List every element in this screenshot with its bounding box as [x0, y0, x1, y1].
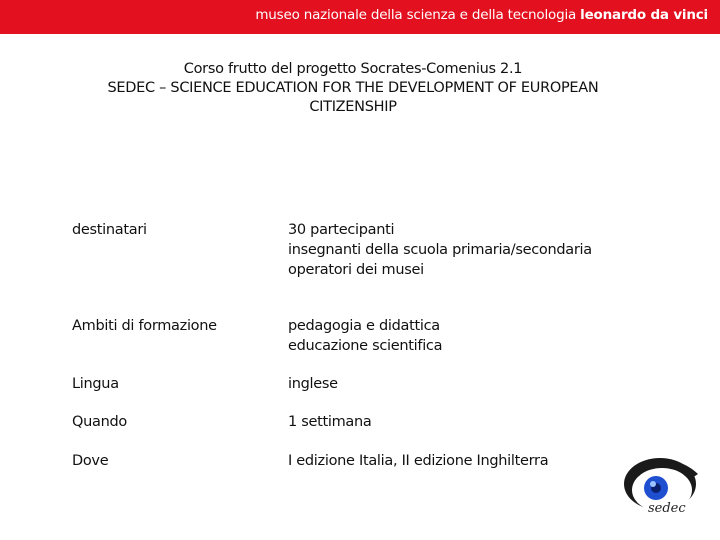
museum-name: museo nazionale della scienza e della tecnologia — [255, 7, 577, 23]
header-banner — [0, 0, 720, 34]
row-label: destinatari — [72, 222, 147, 238]
row-value-line: insegnanti della scuola primaria/secondaria — [288, 242, 592, 258]
row-value-line: pedagogia e didattica — [288, 318, 440, 334]
row-value — [288, 374, 668, 394]
title-line-1: Corso frutto del progetto Socrates-Comenius 2.1 — [183, 61, 523, 77]
row-value — [288, 220, 668, 280]
sedec-logo — [622, 454, 700, 516]
row-value — [288, 451, 668, 471]
row-value-line: educazione scientifica — [288, 338, 443, 354]
row-label: Ambiti di formazione — [72, 318, 217, 334]
row-value-line: 30 partecipanti — [288, 222, 395, 238]
row-label: Dove — [72, 453, 109, 469]
row-value-line: I edizione Italia, II edizione Inghilterra — [288, 453, 549, 469]
row-value-line: inglese — [288, 376, 338, 392]
row-value — [288, 412, 668, 432]
course-title — [40, 60, 666, 117]
row-value-line: operatori dei musei — [288, 262, 424, 278]
museum-brand: leonardo da vinci — [580, 7, 708, 23]
row-label: Lingua — [72, 376, 119, 392]
logo-text: sedec — [648, 501, 686, 516]
title-line-3: CITIZENSHIP — [309, 99, 397, 115]
museum-title — [255, 7, 708, 23]
row-label: Quando — [72, 414, 127, 430]
row-value-line: 1 settimana — [288, 414, 372, 430]
title-line-2: SEDEC – SCIENCE EDUCATION FOR THE DEVELOPMENT OF EUROPEAN — [107, 80, 599, 96]
row-value — [288, 316, 668, 356]
eye-highlight — [650, 481, 656, 487]
